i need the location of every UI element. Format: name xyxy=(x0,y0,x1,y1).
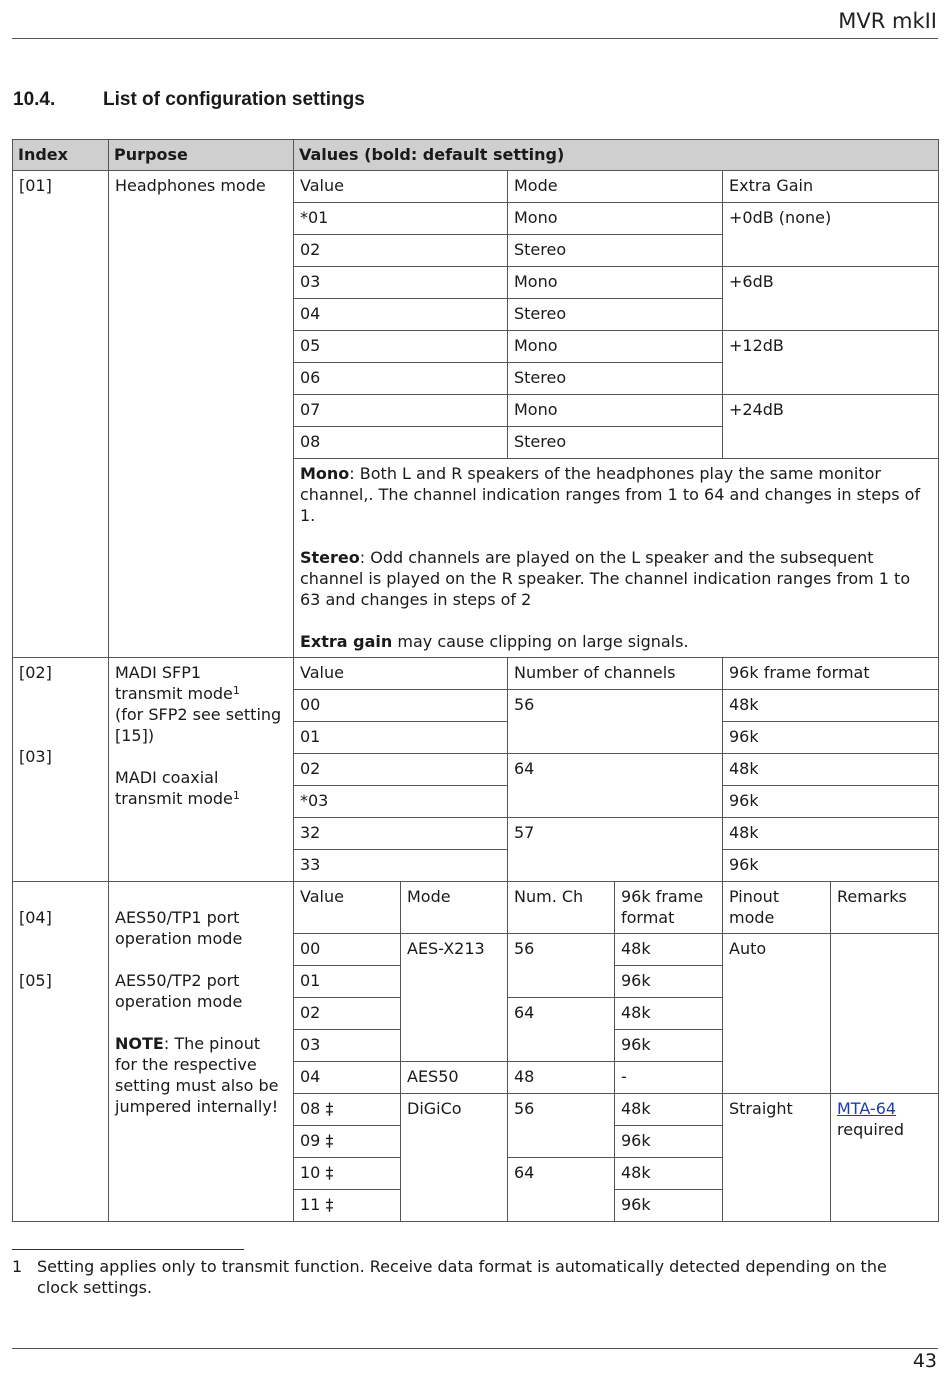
mode-subheader: Mode xyxy=(508,171,723,203)
mono-note xyxy=(300,463,932,526)
value-cell: 02 xyxy=(294,998,401,1030)
frame-format-subheader: 96k frame format xyxy=(723,658,939,690)
frame-format-cell: 48k xyxy=(723,818,939,850)
mode-cell: Stereo xyxy=(508,299,723,331)
value-subheader: Value xyxy=(294,658,508,690)
mode-cell: DiGiCo xyxy=(401,1094,508,1222)
value-cell: *01 xyxy=(294,203,508,235)
extra-gain-cell: +6dB xyxy=(723,267,939,331)
value-subheader: Value xyxy=(294,882,401,934)
extra-gain-note-text: may cause clipping on large signals. xyxy=(392,632,689,651)
frame-format-cell: 48k xyxy=(615,998,723,1030)
setting-index xyxy=(13,882,109,1222)
stereo-note xyxy=(300,547,932,610)
value-cell: 33 xyxy=(294,850,508,882)
pinout-mode-subheader: Pinout mode xyxy=(723,882,831,934)
channels-cell: 64 xyxy=(508,754,723,818)
value-subheader: Value xyxy=(294,171,508,203)
frame-format-cell: - xyxy=(615,1062,723,1094)
setting-index-02: [02] xyxy=(19,663,52,682)
extra-gain-subheader: Extra Gain xyxy=(723,171,939,203)
footer-divider xyxy=(12,1348,938,1349)
mode-cell: AES50 xyxy=(401,1062,508,1094)
headphones-mode-notes xyxy=(294,459,939,658)
num-ch-cell: 56 xyxy=(508,934,615,998)
frame-format-subheader: 96k frame format xyxy=(615,882,723,934)
footnote-mark: 1 xyxy=(232,789,240,802)
frame-format-cell: 48k xyxy=(615,934,723,966)
setting-index xyxy=(13,658,109,882)
pinout-note xyxy=(115,1033,287,1117)
num-ch-cell: 48 xyxy=(508,1062,615,1094)
footnote-number: 1 xyxy=(12,1257,23,1276)
value-cell: 05 xyxy=(294,331,508,363)
frame-format-cell: 48k xyxy=(615,1094,723,1126)
frame-format-cell: 96k xyxy=(723,850,939,882)
frame-format-cell: 96k xyxy=(615,1190,723,1222)
value-cell: 03 xyxy=(294,267,508,299)
frame-format-cell: 96k xyxy=(723,722,939,754)
frame-format-cell: 96k xyxy=(615,966,723,998)
table-row xyxy=(13,882,939,934)
value-cell: 08 ‡ xyxy=(294,1094,401,1126)
frame-format-cell: 96k xyxy=(723,786,939,818)
madi-coaxial-purpose: MADI coaxial transmit mode$^1$ xyxy=(115,768,240,808)
value-cell: 00 xyxy=(294,690,508,722)
num-ch-cell: 64 xyxy=(508,998,615,1062)
value-cell: 32 xyxy=(294,818,508,850)
note-label: NOTE xyxy=(115,1034,164,1053)
setting-purpose xyxy=(109,658,294,882)
pinout-mode-cell: Auto xyxy=(723,934,831,1094)
value-cell: 00 xyxy=(294,934,401,966)
page-number: 43 xyxy=(912,1350,937,1372)
value-cell: 09 ‡ xyxy=(294,1126,401,1158)
purpose-column-header: Purpose xyxy=(109,140,294,171)
section-heading xyxy=(13,89,365,111)
value-cell: 07 xyxy=(294,395,508,427)
footnote xyxy=(12,1256,932,1298)
extra-gain-cell: +24dB xyxy=(723,395,939,459)
remarks-cell xyxy=(831,934,939,1094)
stereo-note-label: Stereo xyxy=(300,548,360,567)
mode-cell: Mono xyxy=(508,267,723,299)
value-cell: 02 xyxy=(294,754,508,786)
configuration-settings-table xyxy=(12,139,939,1222)
section-number: 10.4. xyxy=(13,89,56,110)
channels-cell: 56 xyxy=(508,690,723,754)
setting-index-03: [03] xyxy=(19,747,52,766)
mta-64-link[interactable]: MTA-64 xyxy=(837,1099,897,1118)
footnote-divider xyxy=(12,1249,244,1250)
mono-note-label: Mono xyxy=(300,464,350,483)
mode-cell: Stereo xyxy=(508,235,723,267)
frame-format-cell: 96k xyxy=(615,1030,723,1062)
extra-gain-cell: +12dB xyxy=(723,331,939,395)
value-cell: 02 xyxy=(294,235,508,267)
frame-format-cell: 48k xyxy=(723,754,939,786)
frame-format-cell: 96k xyxy=(615,1126,723,1158)
document-header-title: MVR mkII xyxy=(838,9,937,33)
value-cell: 01 xyxy=(294,722,508,754)
value-cell: *03 xyxy=(294,786,508,818)
num-ch-cell: 64 xyxy=(508,1158,615,1222)
frame-format-cell: 48k xyxy=(723,690,939,722)
num-ch-cell: 56 xyxy=(508,1094,615,1158)
header-divider xyxy=(12,38,938,39)
pinout-mode-cell: Straight xyxy=(723,1094,831,1222)
channels-subheader: Number of channels xyxy=(508,658,723,690)
value-cell: 08 xyxy=(294,427,508,459)
table-row xyxy=(13,171,939,203)
extra-gain-note xyxy=(300,631,932,652)
values-column-header: Values (bold: default setting) xyxy=(294,140,939,171)
setting-index: [01] xyxy=(13,171,109,658)
section-title: List of configuration settings xyxy=(103,89,365,110)
value-cell: 04 xyxy=(294,1062,401,1094)
mode-subheader: Mode xyxy=(401,882,508,934)
mode-cell: Mono xyxy=(508,203,723,235)
table-header-row xyxy=(13,140,939,171)
mode-cell: Stereo xyxy=(508,363,723,395)
index-column-header: Index xyxy=(13,140,109,171)
mode-cell: Stereo xyxy=(508,427,723,459)
mode-cell: Mono xyxy=(508,331,723,363)
mode-cell: AES-X213 xyxy=(401,934,508,1062)
setting-index-05: [05] xyxy=(19,971,52,990)
value-cell: 03 xyxy=(294,1030,401,1062)
footnote-mark: 1 xyxy=(232,684,240,697)
extra-gain-cell: +0dB (none) xyxy=(723,203,939,267)
remarks-cell xyxy=(831,1094,939,1222)
setting-purpose xyxy=(109,882,294,1222)
remark-text: required xyxy=(837,1120,905,1139)
remarks-subheader: Remarks xyxy=(831,882,939,934)
value-cell: 01 xyxy=(294,966,401,998)
setting-purpose: Headphones mode xyxy=(109,171,294,658)
madi-sfp1-purpose: MADI SFP1 transmit mode$^1$ (for SFP2 see setting [15]) xyxy=(115,663,282,745)
aes50-tp1-purpose: AES50/TP1 port operation mode xyxy=(115,908,243,948)
table-row xyxy=(13,658,939,690)
stereo-note-text: : Odd channels are played on the L speaker and the subsequent channel is played on the R speaker. The channel indication ranges from 1 to 63 and changes in steps of 2 xyxy=(300,548,911,609)
value-cell: 10 ‡ xyxy=(294,1158,401,1190)
value-cell: 06 xyxy=(294,363,508,395)
setting-index-04: [04] xyxy=(19,908,52,927)
extra-gain-note-label: Extra gain xyxy=(300,632,393,651)
mono-note-text: : Both L and R speakers of the headphones play the same monitor channel,. The channel indication ranges from 1 to 64 and changes in steps of 1. xyxy=(300,464,921,525)
aes50-tp2-purpose: AES50/TP2 port operation mode xyxy=(115,971,243,1011)
channels-cell: 57 xyxy=(508,818,723,882)
value-cell: 04 xyxy=(294,299,508,331)
mode-cell: Mono xyxy=(508,395,723,427)
value-cell: 11 ‡ xyxy=(294,1190,401,1222)
frame-format-cell: 48k xyxy=(615,1158,723,1190)
footnote-text: Setting applies only to transmit function. Receive data format is automatically detected depending on the clock settings. xyxy=(37,1257,887,1297)
note-text: : The pinout for the respective setting must also be jumpered internally! xyxy=(115,1034,279,1116)
num-ch-subheader: Num. Ch xyxy=(508,882,615,934)
